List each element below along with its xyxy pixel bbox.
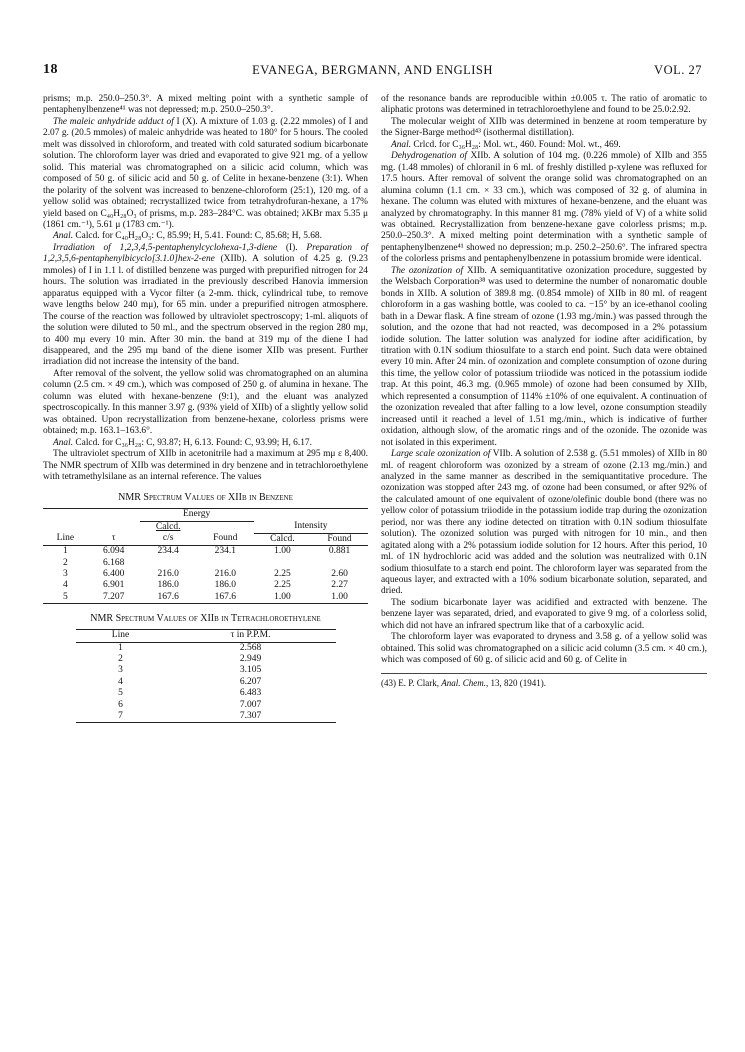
table-header: Energy <box>140 509 254 521</box>
table-header: Calcd. <box>270 533 295 544</box>
table-row <box>76 642 336 654</box>
table-row <box>76 677 336 688</box>
table-cell: 7.307 <box>239 711 262 721</box>
running-title: EVANEGA, BERGMANN, AND ENGLISH <box>252 63 493 77</box>
table-header: Intensity <box>254 521 368 533</box>
paragraph: Large scale ozonization of VIIb. A solution of 2.538 g. (5.51 mmoles) of XIIb in 80 ml. of reagent chloroform was ozonized by a stream of ozone (2.13 mg./min.) and analyzed in the same manner as described in the semiquantitative procedure. The ozonization was stopped after 243 mg. of ozone had been consumed, or after 92% of the calculated amount of one equivalent of ozone/olefinic double bond (there was no yellow color of potassium triiodide in the potassium iodide trap during the ozonization period, nor was there any iodine detected on titration with 0.1N sodium thiosulfate solution). The ozonized solution was purged with nitrogen for 10 min., and then agitated along with a 2% potassium iodide solution for 12 hours. After this period, 10 ml. of 1N hydrochloric acid was added and the solution was neutralized with 0.1N sodium thiosulfate to a starch end point. The chloroform layer was separated from the aqueous layer, and extracted with a 10% sodium bicarbonate solution, separated, and dried. <box>381 449 707 597</box>
nmr-table-benzene <box>43 508 368 604</box>
table-cell: 4 <box>118 676 123 687</box>
table-cell: 2.60 <box>331 568 348 579</box>
section-heading: Large scale ozonization of <box>391 449 491 460</box>
table-cell <box>197 558 254 569</box>
table-header: c/s <box>162 533 174 544</box>
table-cell: 4 <box>63 580 68 591</box>
table-cell: 1.00 <box>274 546 291 557</box>
table-header: τ in P.P.M. <box>230 630 271 641</box>
table-cell: 3.105 <box>239 665 262 676</box>
table-cell: 6.901 <box>102 580 125 591</box>
table-cell: 6 <box>118 699 123 710</box>
table-cell: 5 <box>63 591 68 602</box>
right-column <box>381 94 707 689</box>
table-cell: 7.007 <box>239 699 262 710</box>
page-header <box>43 62 702 82</box>
nmr-table-tetrachloroethylene <box>76 629 336 723</box>
paragraph: The ozonization of XIIb. A semiquantitative ozonization procedure, suggested by the Welsbach Corporation³⁸ was used to determine the number of nonaromatic double bonds in XIIb. A solution of 389.8 mg. (0.854 mmole) of XIIb in 80 ml. of reagent chloroform in a gas washing bottle, was cooled to ca. −15° by an ice-ethanol cooling bath in a Dewar flask. A fine stream of ozone (1.93 mg./min.) was passed through the solution, and the ozone that had not reacted, was decomposed in a 2% potassium iodide solution. The latter solution was analyzed for iodine after acidification, by titration with 0.1N sodium thiosulfate to a starch end point. Such data were obtained every 10 min. After 24 min. of ozonization and complete consumption of ozone during this time, the yellow color of potassium triiodide was noticed in the potassium iodide trap. At this point, 46.3 mg. (0.965 mmole) of ozone had been consumed by XIIb, which represented a consumption of 114% ±10% of one equivalent. A continuation of the ozonization revealed that after falling to a low level, ozone consumption steadily increased until it reached a level of 1.51 mg./min., which is indicative of further oxidation, although slow, of the aromatic rings and of the ozonide. The ozonide was not isolated in this experiment. <box>381 265 707 448</box>
section-heading: The ozonization of <box>391 265 464 276</box>
footnote: (43) E. P. Clark, Anal. Chem., 13, 820 (1941). <box>381 673 707 689</box>
table-cell <box>140 558 197 569</box>
paragraph: The ultraviolet spectrum of XIIb in acetonitrile had a maximum at 295 mμ ε 8,400. The NMR spectrum of XIIb was determined in dry benzene and in tetrachloroethylene with tetramethylsilane as an internal reference. The values <box>43 449 368 482</box>
table-cell: 1.00 <box>274 591 291 602</box>
paragraph: The sodium bicarbonate layer was acidified and extracted with benzene. The benzene layer was separated, dried, and evaporated to give 9 mg. of a colorless solid, which did not have an infrared spectrum like that of a carboxylic acid. <box>381 597 707 631</box>
section-heading: Dehydrogenation of <box>391 151 467 162</box>
anal-label: Anal. <box>53 437 74 448</box>
paragraph: prisms; m.p. 250.0–250.3°. A mixed melting point with a synthetic sample of pentaphenylbenzene⁴¹ was not depressed; m.p. 250.0–250.3°. <box>43 94 368 116</box>
table-cell: 6.483 <box>239 688 262 699</box>
section-heading: The maleic anhydride adduct of <box>53 116 174 127</box>
table-cell: 2.25 <box>274 580 291 591</box>
table-row <box>76 688 336 699</box>
table-cell: 186.0 <box>157 580 179 591</box>
table-row <box>43 558 368 569</box>
table-header: Calcd. <box>155 521 181 532</box>
table-cell: 6.168 <box>102 557 125 568</box>
table-cell: 7 <box>118 711 123 721</box>
table-row <box>43 580 368 591</box>
table-header: τ <box>111 533 116 544</box>
table-cell: 7.207 <box>102 591 125 602</box>
section-heading: Irradiation of 1,2,3,4,5-pentaphenylcyclohexa-1,3-diene <box>53 242 278 253</box>
table-cell: 216.0 <box>214 568 236 579</box>
table-row <box>43 546 368 558</box>
table-cell: 2.568 <box>239 642 262 653</box>
table-cell: 2 <box>118 653 123 664</box>
paragraph: Anal. Calcd. for C₄₀H₂₈O₃: C, 85.99; H, 5.41. Found: C, 85.68; H, 5.68. <box>53 231 322 242</box>
left-column <box>43 94 368 723</box>
table-row <box>76 700 336 711</box>
table-cell: 1 <box>63 546 68 557</box>
table-cell: 6.094 <box>102 546 125 557</box>
table-cell: 3 <box>63 568 68 579</box>
anal-label: Anal. <box>391 139 412 150</box>
table-cell <box>254 558 311 569</box>
table-cell <box>311 558 368 569</box>
table-header: Found <box>327 533 352 544</box>
table-cell: 3 <box>118 665 123 676</box>
section-heading: Preparation of 1,2,3,5,6-pentaphenylbicyclo[3.1.0]hex-2-ene <box>43 242 369 265</box>
table-cell: 0.881 <box>328 546 351 557</box>
page-number: 18 <box>43 62 58 77</box>
table-cell: 186.0 <box>214 580 236 591</box>
table-row <box>76 665 336 676</box>
table-cell: 6.400 <box>102 568 125 579</box>
table-row <box>43 569 368 580</box>
table-header: Line <box>56 533 75 544</box>
table-cell: 234.4 <box>157 546 179 557</box>
table-caption: NMR Spectrum Values of XIIb in Tetrachloroethylene <box>90 613 321 625</box>
paragraph: of the resonance bands are reproducible within ±0.005 τ. The ratio of aromatic to aliphatic protons was determined in tetrachloroethylene and found to be 25.0:2.92. <box>381 94 707 116</box>
table-cell: 2.949 <box>239 653 262 664</box>
table-header: Found <box>213 533 238 544</box>
paragraph: The maleic anhydride adduct of I (X). A mixture of 1.03 g. (2.22 mmoles) of I and 2.07 g. (20.5 mmoles) of maleic anhydride was heated to 180° for 5 hours. The cooled melt was dissolved in chloroform, and treated with cold saturated sodium bicarbonate solution. The chloroform layer was dried and evaporated to give 921 mg. of a yellow solid. This material was chromatographed on a silicic acid column, which was composed of 50 g. of silicic acid and 50 g. of Celite in hexane-benzene (3:1). When the polarity of the solvent was increased to benzene-chloroform (25:1), 120 mg. of a yellow solid was obtained; recrystallized twice from tetrahydrofuran-hexane, a 17% yield based on C₄₀H₂₈O₃ of prisms, m.p. 283–284°C. was obtained; λKBr max 5.35 μ (1861 cm.⁻¹), 5.61 μ (1783 cm.⁻¹). <box>43 116 368 230</box>
paragraph: Dehydrogenation of XIIb. A solution of 104 mg. (0.226 mmole) of XIIb and 355 mg. (1.48 mmoles) of chloranil in 6 ml. of freshly distilled p-xylene was refluxed for 17.5 hours. After removal of solvent the orange solid was chromatographed on an alumina column (1.1 cm. × 33 cm.), which was composed of 32 g. of alumina in hexane. The column was eluted with mixtures of hexane-benzene, and the eluant was analyzed by chromatography. In this manner 81 mg. (78% yield of V) of a white solid was obtained. Recrystallization from benzene-hexane gave colorless prisms; m.p. 250.0–250.3°. A mixed melting point determination with a synthetic sample of pentaphenylbenzene⁴¹ showed no depression; m.p. 250.2–250.6°. The infrared spectra of the colorless prisms and pentaphenylbenzene in potassium bromide were identical. <box>381 151 707 265</box>
table-row <box>76 711 336 723</box>
table-caption: NMR Spectrum Values of XIIb in Benzene <box>118 492 293 504</box>
paragraph: Irradiation of 1,2,3,4,5-pentaphenylcyclohexa-1,3-diene (I). Preparation of 1,2,3,5,6-pentaphenylbicyclo[3.1.0]hex-2-ene (XIIb). A solution of 4.25 g. (9.23 mmoles) of I in 1.1 l. of distilled benzene was purged with prepurified nitrogen for 24 hours. The solution was irradiated in the previously described Hanovia immersion apparatus equipped with a Vycor filter (a 2-mm. thick, cylindrical tube, to remove wave lengths below 240 mμ), for 65 min. under a prepurified nitrogen atmosphere. The course of the reaction was followed by ultraviolet spectroscopy; 1-ml. aliquots of the solution were diluted to 50 ml., and the spectrum observed in the region 280 mμ, to 400 mμ every 10 min. After 30 min. the band at 319 mμ of the diene I had disappeared, and the 295 mμ band of the diene isomer XIIb was present. Further irradiation did not increase the intensity of the band. <box>43 242 369 368</box>
table-cell: 216.0 <box>157 568 179 579</box>
table-cell: 6.207 <box>239 676 262 687</box>
paragraph: Anal. Calcd. for C₃₆H₂₈: C, 93.87; H, 6.13. Found: C, 93.99; H, 6.17. <box>53 437 312 448</box>
table-cell: 167.6 <box>214 591 236 602</box>
table-header: Line <box>111 630 130 641</box>
anal-label: Anal. <box>53 231 74 242</box>
table-row <box>76 654 336 665</box>
paragraph: After removal of the solvent, the yellow solid was chromatographed on an alumina column (2.5 cm. × 49 cm.), which was composed of 250 g. of alumina in hexane. The column was eluted with hexane-benzene (9:1), and the eluant was analyzed spectroscopically. In this manner 3.97 g. (93% yield of XIIb) of a slightly yellow solid was obtained. Upon recrystallization from benzene-hexane, colorless prisms were obtained; m.p. 163.1–163.6°. <box>43 368 368 437</box>
table-cell: 2.25 <box>274 568 291 579</box>
table-cell: 2 <box>63 557 68 568</box>
paragraph: The chloroform layer was evaporated to dryness and 3.58 g. of a yellow solid was obtained. This solid was chromatographed on a silicic acid column (3.5 cm. × 40 cm.), which was composed of 60 g. of silicic acid and 60 g. of Celite in <box>381 632 707 666</box>
table-cell: 167.6 <box>157 591 179 602</box>
table-row <box>43 592 368 604</box>
paragraph: Anal. Crlcd. for C₃₆H₂₈: Mol. wt., 460. Found: Mol. wt., 469. <box>391 139 621 150</box>
volume-label: VOL. 27 <box>654 63 702 77</box>
table-cell: 2.27 <box>331 580 348 591</box>
table-cell: 234.1 <box>214 546 236 557</box>
table-cell: 1.00 <box>331 591 348 602</box>
table-cell: 1 <box>118 642 123 653</box>
paragraph: The molecular weight of XIIb was determined in benzene at room temperature by the Signer-Barge method⁴³ (isothermal distillation). <box>381 116 707 139</box>
table-cell: 5 <box>118 688 123 699</box>
